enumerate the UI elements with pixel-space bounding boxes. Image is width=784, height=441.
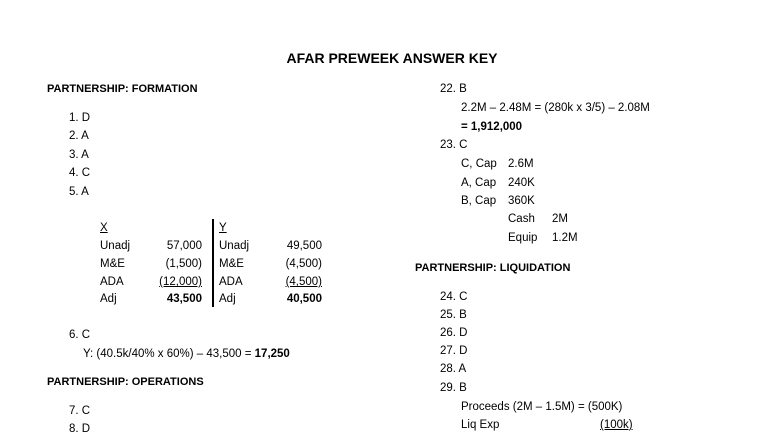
answer-6-formula: Y: (40.5k/40% x 60%) – 43,500 = — [83, 348, 255, 360]
answer-26: 26. D — [440, 327, 468, 339]
asset-cash-label: Cash — [508, 213, 535, 225]
table-y-value-me: (4,500) — [285, 258, 322, 270]
table-header-y: Y — [219, 222, 227, 234]
answer-6-computation — [83, 347, 290, 361]
answer-29-proceeds: Proceeds (2M – 1.5M) = (500K) — [461, 401, 623, 413]
table-y-label-me: M&E — [219, 258, 244, 270]
table-y-label-adj: Adj — [219, 293, 236, 305]
capital-a-label: A, Cap — [461, 177, 497, 189]
table-x-value-unadj: 57,000 — [166, 240, 202, 252]
table-x-value-me: (1,500) — [165, 258, 202, 270]
formation-heading: PARTNERSHIP: FORMATION — [47, 83, 198, 95]
table-header-x: X — [100, 222, 108, 234]
operations-heading: PARTNERSHIP: OPERATIONS — [47, 376, 204, 388]
answer-22-formula: 2.2M – 2.48M = (280k x 3/5) – 2.08M — [461, 102, 650, 114]
answer-27: 27. D — [440, 345, 468, 357]
liquidation-heading: PARTNERSHIP: LIQUIDATION — [415, 262, 571, 274]
table-x-label-adj: Adj — [100, 293, 117, 305]
answer-29-liq-label: Liq Exp — [461, 419, 500, 431]
answer-1: 1. D — [69, 112, 91, 124]
answer-5: 5. A — [69, 186, 89, 198]
answer-24: 24. C — [440, 291, 468, 303]
answer-8: 8. D — [69, 423, 91, 435]
answer-25: 25. B — [440, 309, 467, 321]
answer-29-liq-value: (100k) — [600, 419, 633, 431]
table-x-value-ada: (12,000) — [159, 276, 202, 288]
answer-6-result: 17,250 — [254, 348, 290, 360]
answer-22-result: = 1,912,000 — [461, 121, 523, 133]
table-y-value-unadj: 49,500 — [286, 240, 322, 252]
table-x-label-me: M&E — [100, 258, 125, 270]
answer-3: 3. A — [69, 149, 89, 161]
answer-2: 2. A — [69, 130, 89, 142]
table-y-value-adj: 40,500 — [286, 293, 322, 305]
answer-4: 4. C — [69, 167, 91, 179]
asset-equip-label: Equip — [508, 232, 538, 244]
answer-28: 28. A — [440, 363, 467, 375]
answer-6: 6. C — [69, 329, 91, 341]
answer-23: 23. C — [440, 139, 468, 151]
capital-b-value: 360K — [508, 195, 535, 207]
table-divider — [212, 219, 214, 307]
asset-cash-value: 2M — [552, 213, 568, 225]
page-title: AFAR PREWEEK ANSWER KEY — [286, 50, 498, 66]
table-y-label-unadj: Unadj — [219, 240, 250, 252]
table-y-label-ada: ADA — [219, 276, 243, 288]
asset-equip-value: 1.2M — [552, 232, 578, 244]
table-x-label-unadj: Unadj — [100, 240, 131, 252]
table-x-value-adj: 43,500 — [166, 293, 202, 305]
capital-a-value: 240K — [508, 177, 535, 189]
answer-7: 7. C — [69, 405, 91, 417]
answer-29: 29. B — [440, 382, 467, 394]
capital-c-value: 2.6M — [508, 158, 534, 170]
answer-22: 22. B — [440, 83, 467, 95]
capital-c-label: C, Cap — [461, 158, 497, 170]
table-x-label-ada: ADA — [100, 276, 124, 288]
table-y-value-ada: (4,500) — [285, 276, 322, 288]
capital-b-label: B, Cap — [461, 195, 497, 207]
